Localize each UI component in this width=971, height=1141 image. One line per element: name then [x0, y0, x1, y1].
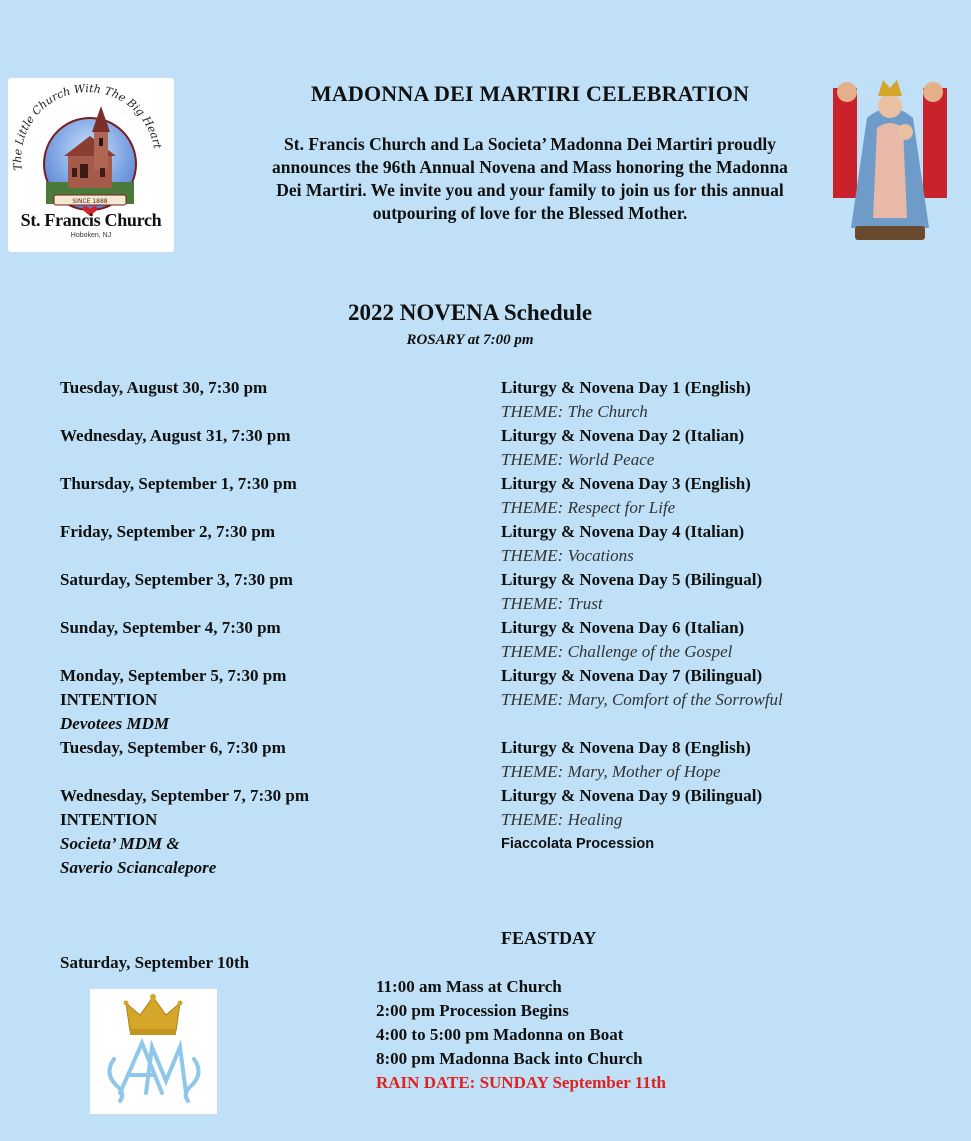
- logo-location: Hoboken, NJ: [70, 232, 112, 239]
- schedule-detail: [501, 784, 762, 856]
- schedule-date: Friday, September 2, 7:30 pm: [60, 522, 276, 541]
- schedule-date: Wednesday, September 7, 7:30 pm: [60, 786, 310, 805]
- schedule-date: Tuesday, September 6, 7:30 pm: [60, 738, 286, 757]
- liturgy-label: Liturgy & Novena Day 6 (Italian): [501, 618, 745, 637]
- liturgy-label: Liturgy & Novena Day 8 (English): [501, 738, 751, 757]
- theme-label: THEME: Mary, Mother of Hope: [501, 762, 721, 781]
- intention-name: Devotees MDM: [60, 714, 170, 733]
- schedule-detail: [501, 520, 744, 568]
- schedule-detail: [501, 568, 762, 616]
- logo-church-name: St. Francis Church: [20, 210, 162, 230]
- intention-label: INTENTION: [60, 690, 158, 709]
- theme-label: THEME: Challenge of the Gospel: [501, 642, 733, 661]
- schedule-detail: [501, 664, 783, 712]
- feastday-event: 2:00 pm Procession Begins: [376, 1001, 569, 1020]
- theme-label: THEME: Trust: [501, 594, 603, 613]
- schedule-title: 2022 NOVENA Schedule: [347, 300, 593, 325]
- schedule-date: Monday, September 5, 7:30 pm: [60, 666, 287, 685]
- schedule-date: Saturday, September 3, 7:30 pm: [60, 570, 293, 589]
- theme-label: THEME: Healing: [501, 810, 623, 829]
- theme-label: THEME: The Church: [501, 402, 648, 421]
- crown-icon: [124, 994, 183, 1035]
- schedule-date: Wednesday, August 31, 7:30 pm: [60, 426, 291, 445]
- schedule-detail: [501, 376, 751, 424]
- feastday-event: 11:00 am Mass at Church: [376, 977, 562, 996]
- intro-line: outpouring of love for the Blessed Mother.: [372, 203, 688, 223]
- feastday-events: [376, 975, 666, 1095]
- feastday-event: 4:00 to 5:00 pm Madonna on Boat: [376, 1025, 624, 1044]
- marian-monogram-image: [90, 989, 217, 1114]
- intention-name: Saverio Sciancalepore: [60, 858, 217, 877]
- page-title: MADONNA DEI MARTIRI CELEBRATION: [310, 81, 750, 106]
- liturgy-label: Liturgy & Novena Day 7 (Bilingual): [501, 666, 763, 685]
- liturgy-label: Liturgy & Novena Day 4 (Italian): [501, 522, 745, 541]
- schedule-entry: [60, 784, 309, 880]
- am-monogram-icon: [109, 1043, 198, 1101]
- theme-label: THEME: Mary, Comfort of the Sorrowful: [501, 690, 783, 709]
- theme-label: THEME: World Peace: [501, 450, 655, 469]
- schedule-date: Thursday, September 1, 7:30 pm: [60, 474, 297, 493]
- schedule-detail: [501, 472, 751, 520]
- schedule-detail: [501, 424, 744, 472]
- logo-arc-text: The Little Church With The Big Heart: [11, 81, 165, 172]
- intro-paragraph: [212, 133, 848, 225]
- intro-line: announces the 96th Annual Novena and Mass honoring the Madonna: [272, 157, 788, 177]
- rosary-time: ROSARY at 7:00 pm: [406, 332, 534, 348]
- liturgy-label: Liturgy & Novena Day 1 (English): [501, 378, 751, 397]
- church-logo: [8, 78, 174, 252]
- schedule-entry: [60, 664, 286, 736]
- liturgy-label: Liturgy & Novena Day 3 (English): [501, 474, 751, 493]
- schedule-date: Tuesday, August 30, 7:30 pm: [60, 378, 268, 397]
- schedule-date: Sunday, September 4, 7:30 pm: [60, 618, 281, 637]
- feastday-date: Saturday, September 10th: [60, 953, 250, 972]
- logo-banner-text: SINCE 1888: [72, 198, 108, 205]
- feastday-title: FEASTDAY: [501, 928, 597, 948]
- schedule-detail: [501, 616, 744, 664]
- feastday-event: 8:00 pm Madonna Back into Church: [376, 1049, 643, 1068]
- theme-label: THEME: Respect for Life: [501, 498, 676, 517]
- intention-label: INTENTION: [60, 810, 158, 829]
- schedule-detail: [501, 736, 751, 784]
- intro-line: Dei Martiri. We invite you and your family to join us for this annual: [276, 180, 784, 200]
- liturgy-label: Liturgy & Novena Day 2 (Italian): [501, 426, 745, 445]
- intro-line: St. Francis Church and La Societa’ Madonna Dei Martiri proudly: [284, 134, 776, 154]
- liturgy-label: Liturgy & Novena Day 9 (Bilingual): [501, 786, 763, 805]
- liturgy-label: Liturgy & Novena Day 5 (Bilingual): [501, 570, 763, 589]
- theme-label: THEME: Vocations: [501, 546, 634, 565]
- rain-date: RAIN DATE: SUNDAY September 11th: [376, 1073, 666, 1092]
- procession-label: Fiaccolata Procession: [501, 836, 655, 852]
- intention-name: Societa’ MDM &: [60, 834, 180, 853]
